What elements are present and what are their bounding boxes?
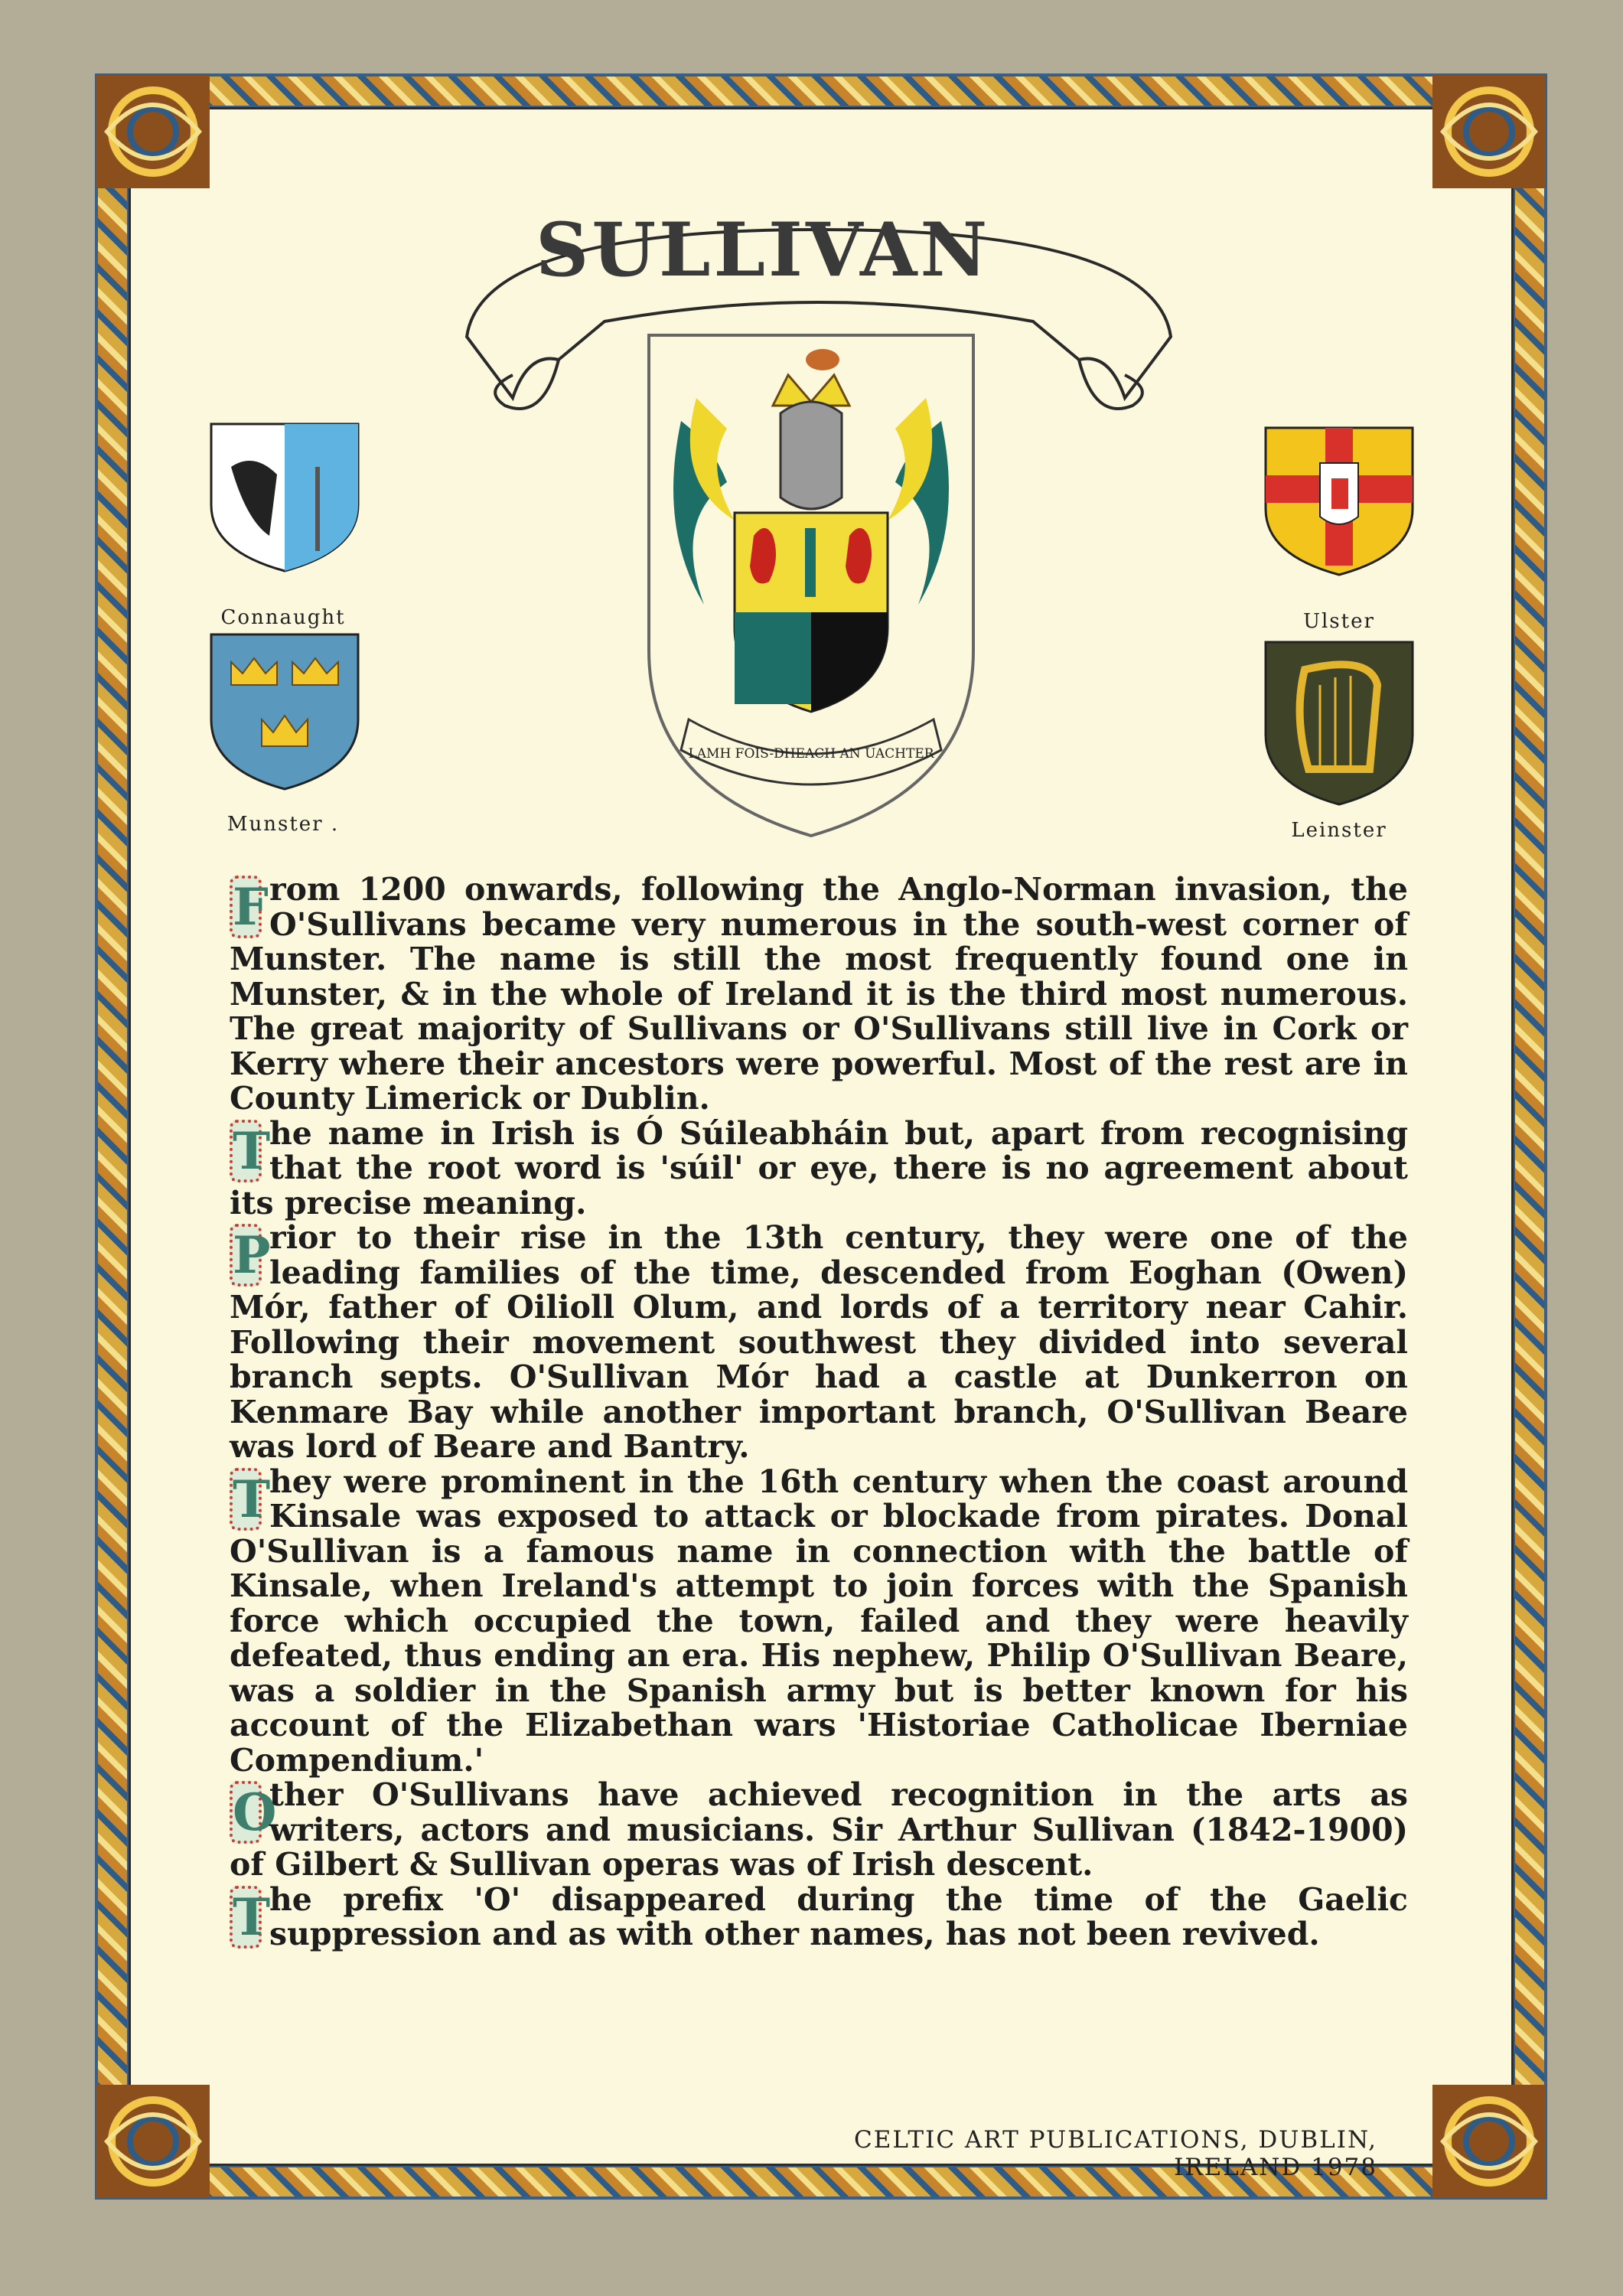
paragraph [230, 1114, 1408, 1221]
decorated-initial: F [230, 876, 262, 938]
munster-label: Munster . [227, 813, 340, 836]
red-hand-shield-icon [1263, 425, 1416, 578]
connaught-label: Connaught [220, 606, 346, 629]
paragraph-text: he prefix 'O' disappeared during the time of the Gaelic suppression and as with other names, has not been revived. [269, 1880, 1408, 1952]
harp-shield-icon [1263, 639, 1416, 807]
ulster-label: Ulster [1303, 610, 1375, 633]
decorated-initial: P [230, 1224, 262, 1287]
paragraph-text: hey were prominent in the 16th century when the coast around Kinsale was exposed to attack or blockade from pirates. Donal O'Sullivan is a famous name in connection with the battle of Kinsale, when Ireland's attempt to join forces with the Spanish force which occupied the town, failed and they were heavily defeated, thus ending an era. His nephew, Philip O'Sullivan Beare, was a soldier in the Spanish army but is better known for his account of the Elizabethan wars 'Historiae Catholicae Iberniae Compendium.' [230, 1463, 1408, 1779]
celtic-knot-icon [92, 70, 214, 193]
leinster-label: Leinster [1291, 819, 1387, 842]
paragraph [230, 1465, 1408, 1779]
family-history-text [230, 872, 1408, 1952]
munster-shield [208, 631, 361, 792]
paragraph-text: rior to their rise in the 13th century, they were one of the leading families of the time, descended from Eoghan (Owen) Mór, father of Oilioll Olum, and lords of a territory near Cahir. Following their movement southwest they divided into several branch septs. O'Sullivan Mór had a castle at Dunkerron on Kenmare Bay while another important branch, O'Sullivan Beare was lord of Beare and Bantry. [230, 1219, 1408, 1465]
coat-of-arms-icon [643, 329, 979, 842]
paragraph [230, 872, 1408, 1117]
paragraph [230, 1880, 1408, 1952]
page-title: SULLIVAN [536, 207, 991, 293]
paragraph [230, 1221, 1408, 1465]
decorated-initial: T [230, 1886, 262, 1949]
leinster-shield [1263, 639, 1416, 807]
paragraph-text: he name in Irish is Ó Súileabháin but, apart from recognising that the root word is 'súil' or eye, there is no agreement about its precise meaning. [230, 1114, 1408, 1221]
celtic-knot-icon [92, 2080, 214, 2203]
paragraph [230, 1778, 1408, 1883]
celtic-knot-icon [1428, 2080, 1550, 2203]
eagle-sword-shield-icon [208, 421, 361, 574]
connaught-shield [208, 421, 361, 574]
celtic-knot-icon [1428, 70, 1550, 193]
three-crowns-shield-icon [208, 631, 361, 792]
paragraph-text: rom 1200 onwards, following the Anglo-Norman invasion, the O'Sullivans became very numerous in the south-west corner of Munster. The name is still the most frequently found one in Munster, & in the whole of Ireland it is the third most numerous. The great majority of Sullivans or O'Sullivans still live in Cork or Kerry where their ancestors were powerful. Most of the rest are in County Limerick or Dublin. [230, 871, 1408, 1117]
decorated-initial: T [230, 1468, 262, 1531]
decorated-initial: O [230, 1781, 262, 1844]
decorated-initial: T [230, 1120, 262, 1182]
motto-text: LAMH FOIS-DHEACH AN UACHTER [688, 746, 934, 762]
paragraph-text: ther O'Sullivans have achieved recognition in the arts as writers, actors and musicians. Sir Arthur Sullivan (1842-1900) of Gilbert & Sullivan operas was of Irish descent. [230, 1776, 1408, 1883]
ulster-shield [1263, 425, 1416, 578]
publisher-footer: CELTIC ART PUBLICATIONS, DUBLIN, IRELAND 1978 [854, 2126, 1377, 2181]
coat-of-arms [643, 329, 979, 842]
